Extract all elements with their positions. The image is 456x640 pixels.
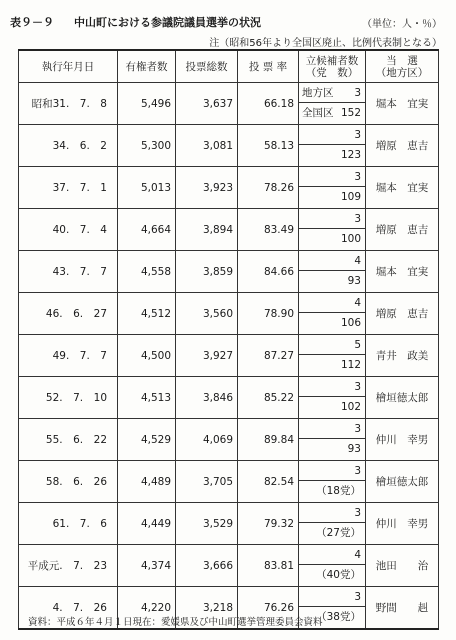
page-title: 中山町における参議院議員選挙の状況 (74, 16, 261, 29)
cell-votes: 3,923 (176, 167, 238, 209)
cell-voters: 4,558 (118, 251, 176, 293)
candidates-local (299, 83, 365, 103)
candidates-local (299, 125, 365, 145)
cell-candidates (299, 377, 366, 419)
cell-voters: 4,489 (118, 461, 176, 503)
election-table (18, 49, 439, 630)
header-date: 執行年月日 (19, 50, 118, 83)
cell-turnout: 66.18 (238, 83, 299, 125)
table-row (19, 251, 439, 293)
cell-turnout: 83.49 (238, 209, 299, 251)
cell-date: 46. 6. 27 (19, 293, 118, 335)
cell-voters: 4,449 (118, 503, 176, 545)
cell-elected: 堀本 宜実 (366, 251, 439, 293)
cell-candidates (299, 461, 366, 503)
cell-votes: 3,846 (176, 377, 238, 419)
header-turnout: 投 票 率 (238, 50, 299, 83)
candidates-national-value: 112 (340, 359, 361, 371)
cell-date: 34. 6. 2 (19, 125, 118, 167)
cell-elected: 増原 恵吉 (366, 209, 439, 251)
candidates-national-value: 123 (340, 149, 361, 161)
cell-votes: 3,637 (176, 83, 238, 125)
candidates-local-value: 4 (354, 255, 361, 267)
cell-candidates (299, 167, 366, 209)
cell-turnout: 82.54 (238, 461, 299, 503)
header-votes: 投票総数 (176, 50, 238, 83)
candidates-local (299, 419, 365, 439)
candidates-national-value: 100 (340, 233, 361, 245)
candidates-national-label: 全国区 (302, 107, 334, 119)
cell-turnout: 79.32 (238, 503, 299, 545)
cell-votes: 3,705 (176, 461, 238, 503)
unit-note: （単位：人・％） (362, 19, 442, 30)
cell-turnout: 89.84 (238, 419, 299, 461)
cell-elected: 池田 治 (366, 545, 439, 587)
candidates-local-value: 3 (354, 465, 361, 477)
cell-candidates (299, 419, 366, 461)
cell-candidates (299, 83, 366, 125)
candidates-local-label: 地方区 (302, 87, 334, 99)
cell-date: 37. 7. 1 (19, 167, 118, 209)
candidates-national-value: 93 (347, 275, 361, 287)
candidates-local (299, 545, 365, 565)
cell-elected: 堀本 宜実 (366, 167, 439, 209)
cell-candidates (299, 545, 366, 587)
cell-candidates (299, 293, 366, 335)
cell-voters: 4,500 (118, 335, 176, 377)
cell-turnout: 58.13 (238, 125, 299, 167)
candidates-local-value: 4 (354, 297, 361, 309)
header-row (19, 50, 439, 83)
candidates-national (299, 523, 365, 544)
cell-votes: 3,081 (176, 125, 238, 167)
cell-elected: 檜垣徳太郎 (366, 377, 439, 419)
cell-candidates (299, 335, 366, 377)
cell-date: 平成元. 7. 23 (19, 545, 118, 587)
candidates-local-value: 3 (354, 423, 361, 435)
candidates-local (299, 377, 365, 397)
cell-elected: 増原 恵吉 (366, 293, 439, 335)
cell-candidates (299, 125, 366, 167)
cell-turnout: 84.66 (238, 251, 299, 293)
candidates-national-value: 93 (347, 443, 361, 455)
cell-votes: 3,859 (176, 251, 238, 293)
header-elected: 当 選 （地方区） (366, 50, 439, 83)
cell-voters: 4,529 (118, 419, 176, 461)
candidates-national (299, 313, 365, 334)
candidates-national-value: 152 (340, 107, 361, 119)
candidates-local-value: 4 (354, 549, 361, 561)
cell-elected: 野間 赳 (366, 587, 439, 630)
table-row (19, 335, 439, 377)
table-body (19, 83, 439, 630)
cell-candidates (299, 503, 366, 545)
candidates-national (299, 103, 365, 124)
table-row (19, 545, 439, 587)
table-row (19, 461, 439, 503)
candidates-national-value: 102 (340, 401, 361, 413)
cell-votes: 3,218 (176, 587, 238, 630)
cell-turnout: 85.22 (238, 377, 299, 419)
cell-voters: 5,300 (118, 125, 176, 167)
cell-voters: 4,220 (118, 587, 176, 630)
table-row (19, 125, 439, 167)
cell-turnout: 78.90 (238, 293, 299, 335)
table-id: 表９－９ (10, 16, 54, 29)
cell-date: 61. 7. 6 (19, 503, 118, 545)
table-row (19, 377, 439, 419)
cell-elected: 仲川 幸男 (366, 419, 439, 461)
cell-turnout: 78.26 (238, 167, 299, 209)
candidates-national (299, 271, 365, 292)
cell-turnout: 87.27 (238, 335, 299, 377)
cell-voters: 5,496 (118, 83, 176, 125)
candidates-national (299, 355, 365, 376)
cell-votes: 4,069 (176, 419, 238, 461)
cell-date: 58. 6. 26 (19, 461, 118, 503)
candidates-national-value: （18党） (316, 485, 361, 497)
cell-elected: 仲川 幸男 (366, 503, 439, 545)
candidates-local-value: 3 (354, 381, 361, 393)
cell-votes: 3,927 (176, 335, 238, 377)
cell-votes: 3,529 (176, 503, 238, 545)
cell-date: 昭和31. 7. 8 (19, 83, 118, 125)
cell-elected: 堀本 宜実 (366, 83, 439, 125)
cell-date: 4. 7. 26 (19, 587, 118, 630)
candidates-national (299, 565, 365, 586)
title-row (10, 14, 446, 30)
cell-elected: 増原 恵吉 (366, 125, 439, 167)
cell-votes: 3,666 (176, 545, 238, 587)
cell-votes: 3,894 (176, 209, 238, 251)
cell-voters: 4,374 (118, 545, 176, 587)
cell-elected: 青井 政美 (366, 335, 439, 377)
candidates-local (299, 293, 365, 313)
cell-votes: 3,560 (176, 293, 238, 335)
cell-turnout: 76.26 (238, 587, 299, 630)
candidates-local-value: 5 (354, 339, 361, 351)
candidates-national (299, 481, 365, 502)
cell-turnout: 83.81 (238, 545, 299, 587)
header-voters: 有権者数 (118, 50, 176, 83)
candidates-national-value: （38党） (316, 611, 361, 623)
table-row (19, 419, 439, 461)
candidates-national (299, 187, 365, 208)
candidates-local-value: 3 (354, 213, 361, 225)
source-note: 資料：平成６年４月１日現在：愛媛県及び中山町選挙管理委員会資料 (28, 617, 323, 628)
candidates-local (299, 587, 365, 607)
candidates-national (299, 145, 365, 166)
candidates-local-value: 3 (354, 591, 361, 603)
table-note: 注（昭和56年より全国区廃止、比例代表制となる） (209, 38, 442, 49)
cell-candidates (299, 209, 366, 251)
candidates-local-value: 3 (354, 87, 361, 99)
candidates-local (299, 209, 365, 229)
candidates-local (299, 503, 365, 523)
candidates-local (299, 461, 365, 481)
candidates-local (299, 335, 365, 355)
candidates-national-value: （27党） (316, 527, 361, 539)
table-row (19, 167, 439, 209)
table-row (19, 503, 439, 545)
candidates-local-value: 3 (354, 171, 361, 183)
cell-voters: 4,512 (118, 293, 176, 335)
cell-voters: 4,664 (118, 209, 176, 251)
candidates-local (299, 251, 365, 271)
cell-voters: 4,513 (118, 377, 176, 419)
cell-date: 55. 6. 22 (19, 419, 118, 461)
candidates-national (299, 397, 365, 418)
cell-date: 43. 7. 7 (19, 251, 118, 293)
cell-date: 52. 7. 10 (19, 377, 118, 419)
table-row (19, 293, 439, 335)
cell-date: 40. 7. 4 (19, 209, 118, 251)
cell-candidates (299, 251, 366, 293)
candidates-national (299, 439, 365, 460)
table-row (19, 209, 439, 251)
table-row (19, 83, 439, 125)
candidates-local (299, 167, 365, 187)
cell-voters: 5,013 (118, 167, 176, 209)
header-candidates: 立候補者数 （党 数） (299, 50, 366, 83)
candidates-national (299, 229, 365, 250)
candidates-local-value: 3 (354, 507, 361, 519)
candidates-national-value: 109 (340, 191, 361, 203)
candidates-national-value: （40党） (316, 569, 361, 581)
candidates-national-value: 106 (340, 317, 361, 329)
candidates-local-value: 3 (354, 129, 361, 141)
cell-date: 49. 7. 7 (19, 335, 118, 377)
cell-elected: 檜垣徳太郎 (366, 461, 439, 503)
